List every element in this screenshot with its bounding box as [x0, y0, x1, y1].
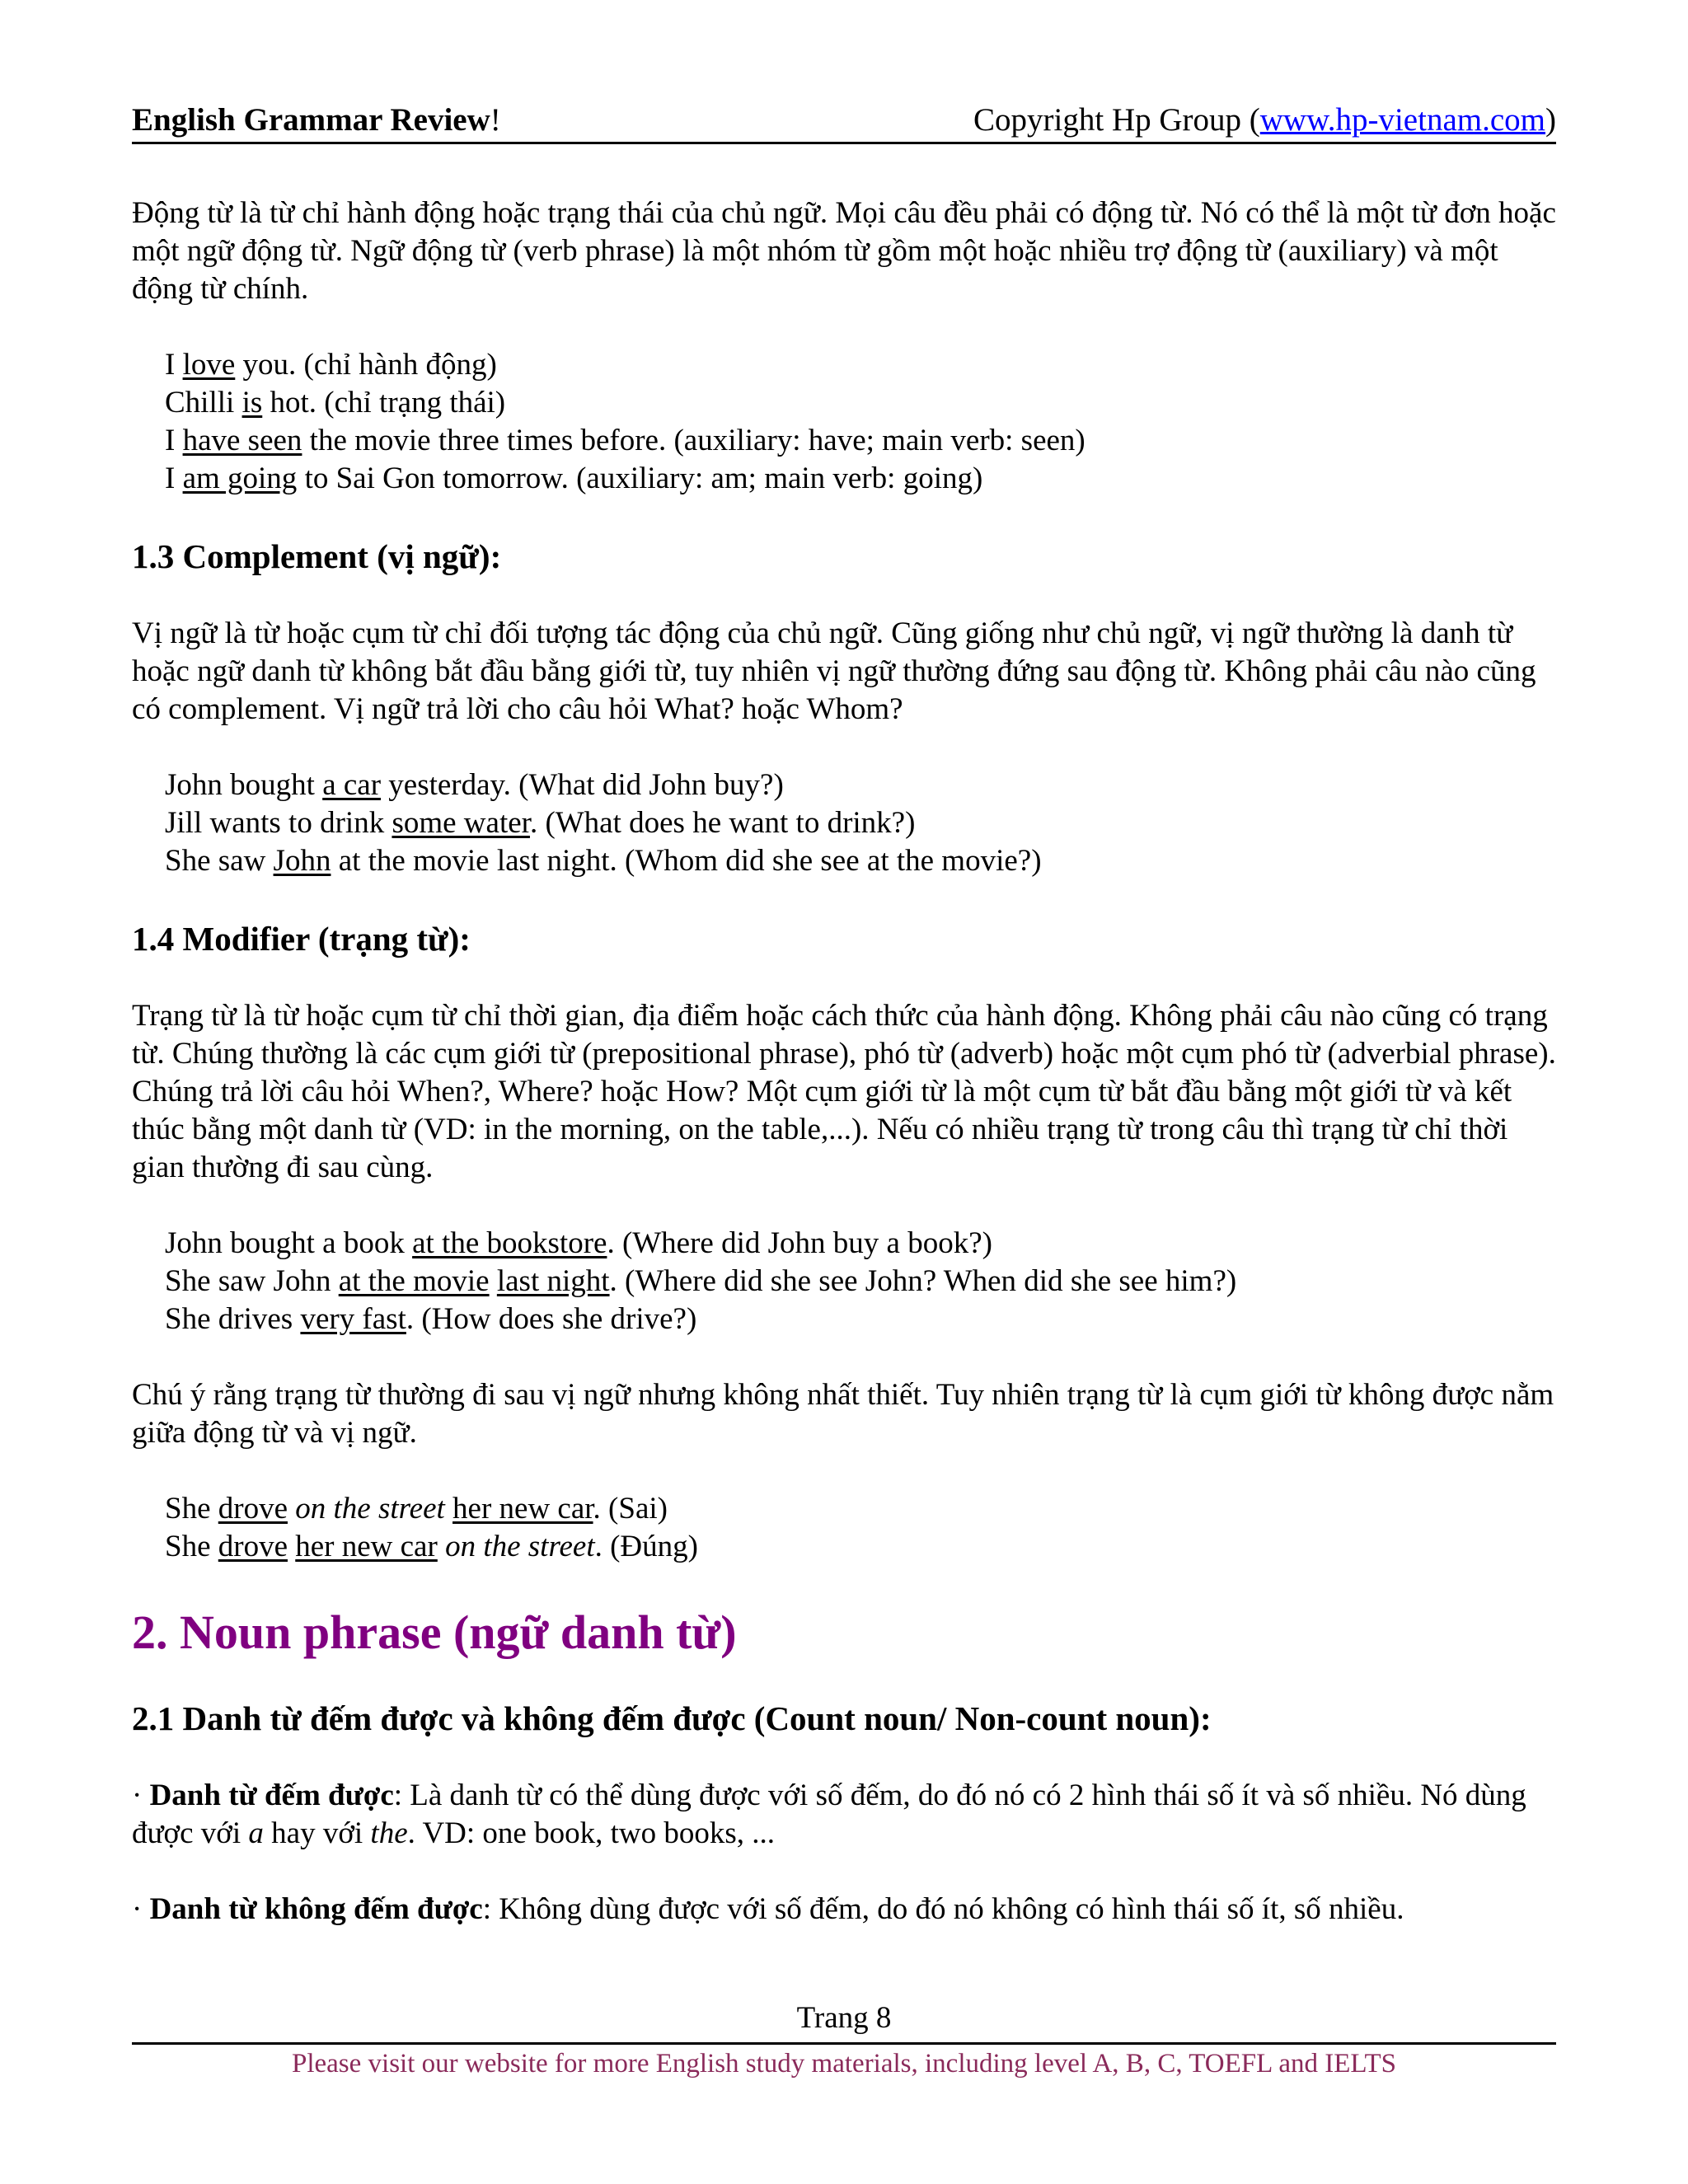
complement-examples	[165, 766, 1556, 880]
example-text: . (Where did she see John? When did she see him?)	[609, 1264, 1237, 1298]
page-content	[132, 194, 1556, 1966]
example-text: . (Sai)	[593, 1492, 668, 1526]
example-line	[165, 804, 1556, 842]
example-text: the movie three times before. (auxiliary: have; main verb: seen)	[302, 424, 1085, 457]
example-line	[165, 422, 1556, 460]
example-underlined: is	[241, 386, 263, 419]
example-underlined: at the movie	[338, 1264, 490, 1298]
example-underlined: am going	[182, 462, 298, 495]
example-text: hot. (chỉ trạng thái)	[262, 386, 506, 419]
term-italic: the	[370, 1816, 408, 1850]
example-underlined: her new car	[295, 1530, 438, 1563]
bullet: ·	[132, 1779, 150, 1812]
example-text: She drives	[165, 1302, 301, 1336]
count-noun-heading: 2.1 Danh từ đếm được và không đếm được (Count noun/ Non-count noun):	[132, 1699, 1212, 1737]
example-underlined: very fast	[300, 1302, 406, 1336]
document-title-text: English Grammar Review	[132, 102, 490, 138]
example-text: I	[165, 348, 183, 382]
example-text: Jill wants to drink	[165, 806, 392, 840]
example-text: She	[165, 1530, 218, 1563]
example-text: John bought	[165, 768, 323, 802]
example-text: Chilli	[165, 386, 242, 419]
modifier-examples	[165, 1225, 1556, 1338]
example-underlined: have seen	[182, 424, 302, 457]
example-text: at the movie last night. (Whom did she see at the movie?)	[331, 844, 1042, 878]
complement-paragraph: Vị ngữ là từ hoặc cụm từ chỉ đối tượng tác động của chủ ngữ. Cũng giống như chủ ngữ, vị ngữ thường là danh từ hoặc ngữ danh từ không bắt đầu bằng giới từ, tuy nhiên vị ngữ thường đứng sau động từ. Không phải câu nào cũng có complement. Vị ngữ trả lời cho câu hỏi What? hoặc Whom?	[132, 616, 1536, 726]
definition-text: : Không dùng được với số đếm, do đó nó không có hình thái số ít, số nhiều.	[482, 1892, 1404, 1926]
example-underlined: some water	[392, 806, 530, 840]
example-text	[490, 1264, 497, 1298]
modifier-heading: 1.4 Modifier (trạng từ):	[132, 920, 471, 958]
complement-heading: 1.3 Complement (vị ngữ):	[132, 537, 502, 575]
term-bold: Danh từ không đếm được	[149, 1892, 483, 1926]
example-line	[165, 842, 1556, 880]
example-text: . (Đúng)	[594, 1530, 698, 1563]
example-line-wrong	[165, 1490, 1556, 1528]
example-text: . (Where did John buy a book?)	[607, 1226, 992, 1260]
term-bold: Danh từ đếm được	[149, 1779, 394, 1812]
example-line	[165, 346, 1556, 384]
copyright-suffix: )	[1545, 102, 1556, 138]
example-italic: on the street	[445, 1530, 595, 1563]
example-underlined: drove	[218, 1492, 288, 1526]
example-line	[165, 1301, 1556, 1338]
page-header	[132, 99, 1556, 144]
example-line	[165, 384, 1556, 422]
modifier-note: Chú ý rằng trạng từ thường đi sau vị ngữ nhưng không nhất thiết. Tuy nhiên trạng từ là cụm giới từ không được nằm giữa động từ và vị ngữ.	[132, 1378, 1554, 1450]
definition-text: . VD: one book, two books, ...	[407, 1816, 775, 1850]
copyright-notice	[973, 99, 1556, 142]
example-text: She saw	[165, 844, 274, 878]
example-text: I	[165, 462, 183, 495]
term-italic: a	[248, 1816, 264, 1850]
example-underlined: love	[182, 348, 236, 382]
example-text: . (How does she drive?)	[406, 1302, 697, 1336]
example-text: She saw John	[165, 1264, 339, 1298]
verb-intro-paragraph: Động từ là từ chỉ hành động hoặc trạng thái của chủ ngữ. Mọi câu đều phải có động từ. Nó có thể là một từ đơn hoặc một ngữ động từ. Ngữ động từ (verb phrase) là một nhóm từ gồm một hoặc nhiều trợ động từ (auxiliary) và một động từ chính.	[132, 196, 1556, 306]
document-title-suffix: !	[490, 102, 501, 138]
verb-examples	[165, 346, 1556, 498]
example-underlined: at the bookstore	[412, 1226, 607, 1260]
example-text: She	[165, 1492, 218, 1526]
document-title	[132, 99, 501, 142]
example-underlined: a car	[322, 768, 382, 802]
footer-divider	[132, 2042, 1556, 2045]
example-text: to Sai Gon tomorrow. (auxiliary: am; main verb: going)	[297, 462, 983, 495]
copyright-prefix: Copyright Hp Group (	[973, 102, 1260, 138]
example-line	[165, 1263, 1556, 1301]
word-order-examples	[165, 1490, 1556, 1566]
example-italic: on the street	[295, 1492, 445, 1526]
example-line-right	[165, 1528, 1556, 1566]
example-text: yesterday. (What did John buy?)	[381, 768, 784, 802]
footer-note: Please visit our website for more English study materials, including level A, B, C, TOEFL and IELTS	[291, 2049, 1396, 2079]
modifier-paragraph: Trạng từ là từ hoặc cụm từ chỉ thời gian, địa điểm hoặc cách thức của hành động. Không phải câu nào cũng có trạng từ. Chúng thường là các cụm giới từ (prepositional phrase), phó từ (adverb) hoặc một cụm phó từ (adverbial phrase). Chúng trả lời câu hỏi When?, Where? hoặc How? Một cụm giới từ là một cụm từ bắt đầu bằng một giới từ và kết thúc bằng một danh từ (VD: in the morning, on the table,...). Nếu có nhiều trạng từ trong câu thì trạng từ chỉ thời gian thường đi sau cùng.	[132, 999, 1556, 1184]
example-line	[165, 460, 1556, 498]
page-number: Trang 8	[796, 2001, 892, 2035]
example-underlined: her new car	[452, 1492, 593, 1526]
example-text: I	[165, 424, 183, 457]
example-line	[165, 1225, 1556, 1263]
website-link[interactable]: www.hp-vietnam.com	[1259, 102, 1545, 138]
definition-text: hay với	[263, 1816, 371, 1850]
non-count-noun-definition	[132, 1891, 1556, 1929]
bullet: ·	[132, 1892, 150, 1926]
count-noun-definition	[132, 1777, 1556, 1853]
example-text: John bought a book	[165, 1226, 413, 1260]
example-underlined: John	[273, 844, 331, 878]
definition-text: : Là danh từ có thể dùng được với số đếm, do đó nó có 2 hình thái số ít và số nhiều. Nó dùng được với	[132, 1779, 1526, 1850]
noun-phrase-heading: 2. Noun phrase (ngữ danh từ)	[132, 1605, 737, 1659]
example-text: . (What does he want to drink?)	[529, 806, 916, 840]
example-underlined: drove	[218, 1530, 288, 1563]
example-line	[165, 766, 1556, 804]
example-text: you. (chỉ hành động)	[235, 348, 497, 382]
example-underlined: last night	[496, 1264, 610, 1298]
